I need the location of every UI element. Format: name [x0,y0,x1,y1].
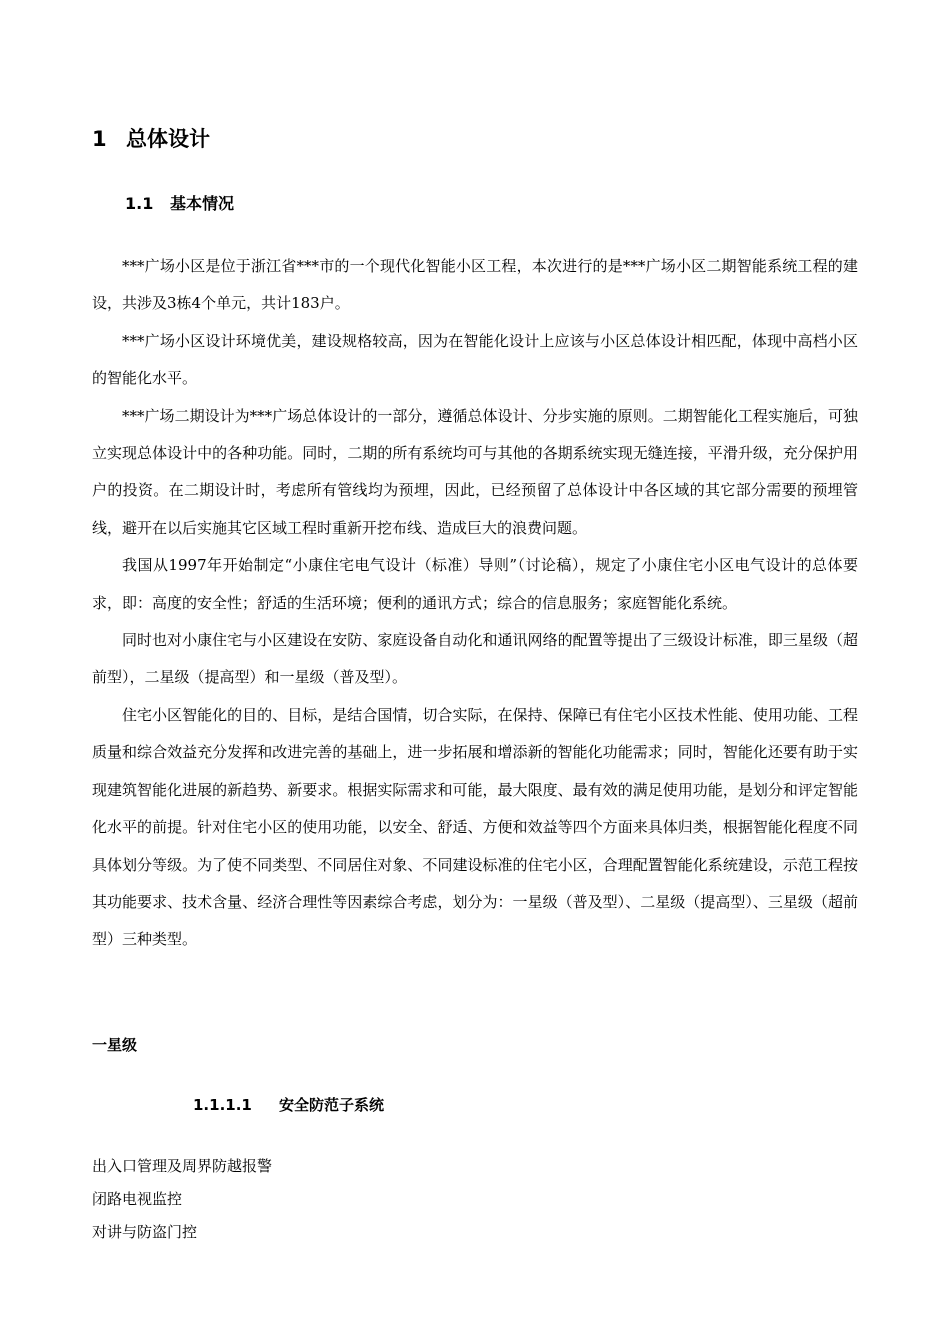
section-title: 总体设计 [126,127,210,151]
paragraph: ***广场小区是位于浙江省***市的一个现代化智能小区工程，本次进行的是***广场小区二期智能系统工程的建设，共涉及3栋4个单元，共计183户。 [92,257,858,313]
list-item: 出入口管理及周界防越报警 [92,1157,273,1175]
subsection-title: 基本情况 [170,194,235,213]
paragraph: 同时也对小康住宅与小区建设在安防、家庭设备自动化和通讯网络的配置等提出了三级设计标准，即三星级（超前型），二星级（提高型）和一星级（普及型）。 [92,631,858,687]
system-list [92,1150,272,1249]
section-number: 1 [92,127,107,151]
subsection-number: 1.1 [125,194,154,213]
section-heading [92,124,210,154]
list-item: 闭路电视监控 [92,1190,183,1208]
subsection-heading [125,191,234,217]
body-text [92,248,858,959]
paragraph: ***广场小区设计环境优美，建设规格较高，因为在智能化设计上应该与小区总体设计相匹配，体现中高档小区的智能化水平。 [92,331,858,388]
paragraph: ***广场二期设计为***广场总体设计的一部分，遵循总体设计、分步实施的原则。二期智能化工程实施后，可独立实现总体设计中的各种功能。同时，二期的所有系统均可与其他的各期系统实现无缝连接，平滑升级，充分保护用户的投资。在二期设计时，考虑所有管线均为预埋，因此，已经预留了总体设计中各区域的其它部分需要的预埋管线，避开在以后实施其它区域工程时重新开挖布线、造成巨大的浪费问题。 [92,406,858,537]
subsubsection-number: 1.1.1.1 [193,1096,252,1114]
level-label: 一星级 [92,1036,138,1054]
list-item: 对讲与防盗门控 [92,1223,198,1241]
paragraph: 我国从1997年开始制定“小康住宅电气设计（标准）导则”（讨论稿），规定了小康住宅小区电气设计的总体要求，即：高度的安全性；舒适的生活环境；便利的通讯方式；综合的信息服务；家庭智能化系统。 [92,556,858,612]
paragraph: 住宅小区智能化的目的、目标，是结合国情，切合实际，在保持、保障已有住宅小区技术性能、使用功能、工程质量和综合效益充分发挥和改进完善的基础上，进一步拓展和增添新的智能化功能需求；同时，智能化还要有助于实现建筑智能化进展的新趋势、新要求。根据实际需求和可能，最大限度、最有效的满足使用功能，是划分和评定智能化水平的前提。针对住宅小区的使用功能，以安全、舒适、方便和效益等四个方面来具体归类，根据智能化程度不同具体划分等级。为了使不同类型、不同居住对象、不同建设标准的住宅小区，合理配置智能化系统建设，示范工程按其功能要求、技术含量、经济合理性等因素综合考虑，划分为：一星级（普及型）、二星级（提高型）、三星级（超前型）三种类型。 [92,705,858,949]
subsubsection-title: 安全防范子系统 [279,1096,385,1114]
subsubsection-heading [193,1093,384,1117]
